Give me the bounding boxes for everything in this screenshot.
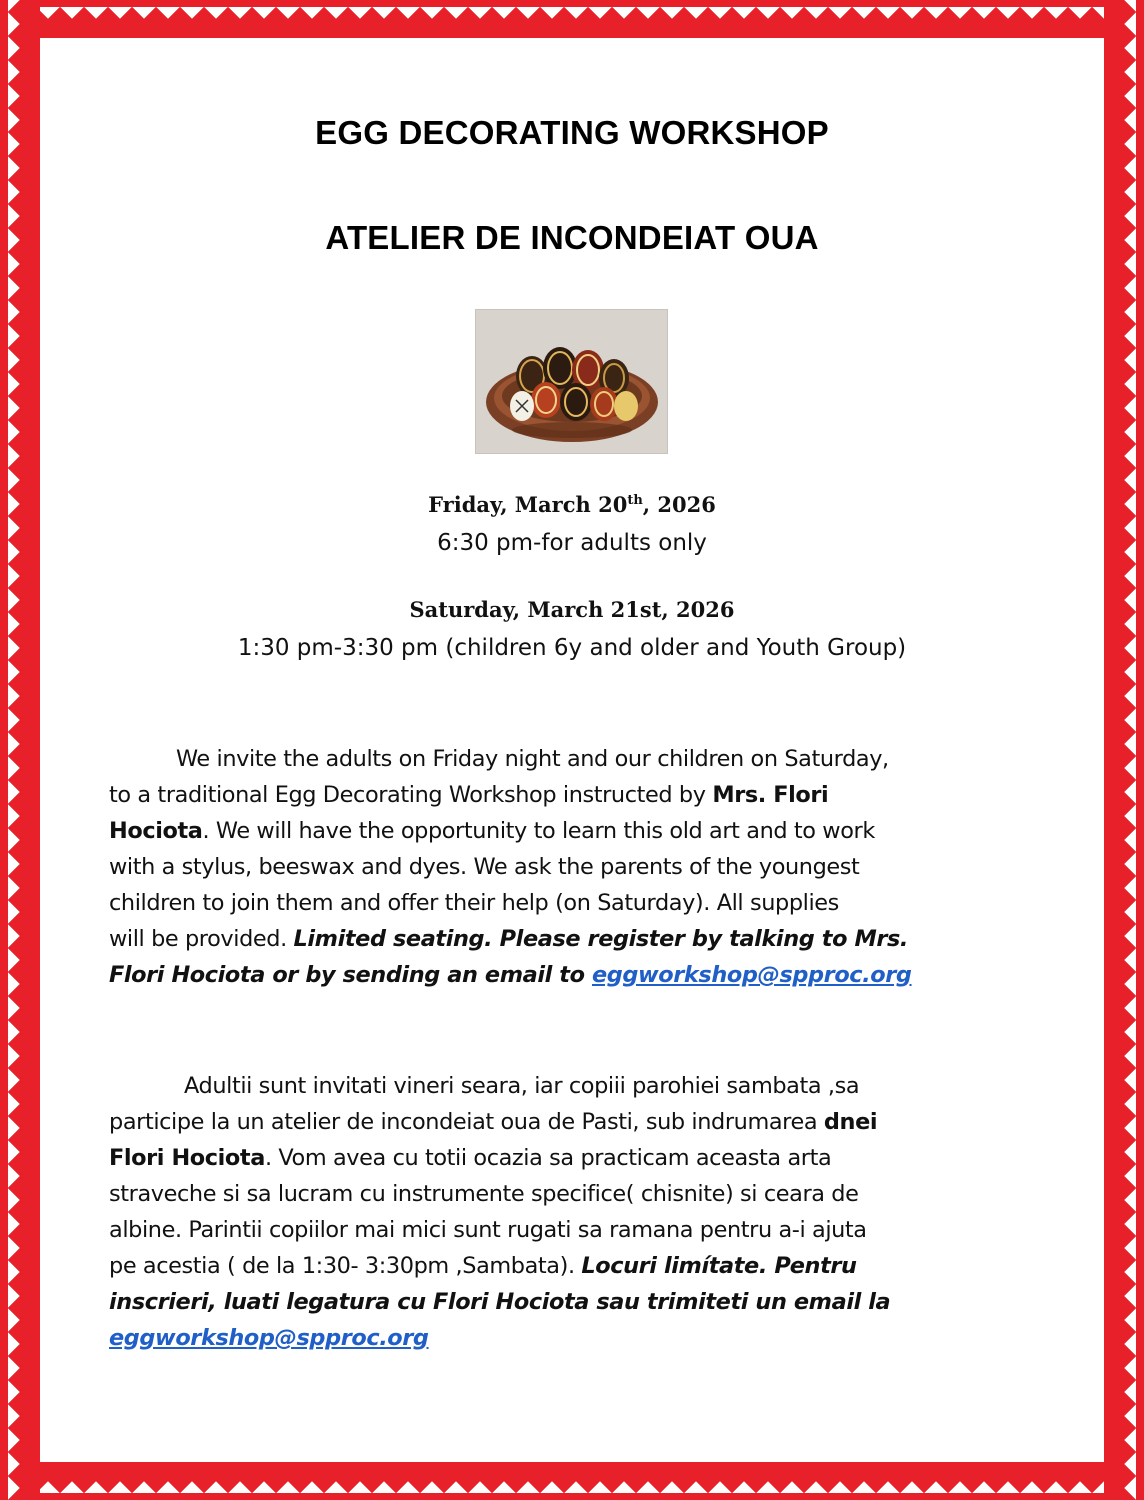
email-link-english[interactable]: eggworkshop@spproc.org (591, 962, 912, 988)
paragraph-line (109, 957, 1039, 993)
text-segment: pe acestia ( de la 1:30- 3:30pm ,Sambata). (109, 1253, 582, 1279)
instructor-title: dnei (823, 1109, 878, 1135)
paragraph-line: Adultii sunt invitati vineri seara, iar copiii parohiei sambata ,sa (184, 1073, 860, 1099)
title-english: EGG DECORATING WORKSHOP (315, 114, 829, 151)
paragraph-line (109, 777, 1039, 813)
paragraph-line (109, 1248, 1039, 1284)
saturday-date: Saturday, March 21st, 2026 (409, 597, 735, 622)
invitation-paragraph-english (109, 741, 1039, 993)
paragraph-line (109, 813, 1039, 849)
decorative-border-bottom (0, 1462, 1144, 1500)
friday-time: 6:30 pm-for adults only (437, 530, 707, 556)
paragraph-line (109, 1320, 1039, 1356)
title-romanian: ATELIER DE INCONDEIAT OUA (325, 219, 819, 256)
paragraph-line (109, 1104, 1039, 1140)
instructor-surname: Hociota (109, 818, 203, 844)
decorative-border-top (0, 0, 1144, 38)
paragraph-line: albine. Parintii copiilor mai mici sunt rugati sa ramana pentru a-i ajuta (109, 1217, 867, 1243)
registration-notice: Flori Hociota or by sending an email to (109, 962, 592, 988)
friday-date-suffix: th (627, 493, 643, 508)
paragraph-line (109, 921, 1039, 957)
instructor-name: Mrs. Flori (712, 782, 829, 808)
invitation-paragraph-romanian (109, 1068, 1039, 1356)
paragraph-line: with a stylus, beeswax and dyes. We ask the parents of the youngest (109, 854, 860, 880)
paragraph-line: inscrieri, luati legatura cu Flori Hociota sau trimiteti un email la (109, 1289, 891, 1315)
instructor-name: Flori Hociota (109, 1145, 265, 1171)
friday-date (0, 492, 1144, 517)
text-segment: will be provided. (109, 926, 294, 952)
limited-seating-notice: Limited seating. Please register by talking to Mrs. (293, 926, 909, 952)
decorated-eggs-photo (475, 309, 668, 454)
text-segment: participe la un atelier de incondeiat oua de Pasti, sub indrumarea (109, 1109, 824, 1135)
limited-seating-notice: Locuri limítate. Pentru (581, 1253, 857, 1279)
text-segment: . Vom avea cu totii ocazia sa practicam aceasta arta (264, 1145, 832, 1171)
paragraph-line: straveche si sa lucram cu instrumente specifice( chisnite) si ceara de (109, 1181, 859, 1207)
text-segment: . We will have the opportunity to learn this old art and to work (202, 818, 875, 844)
paragraph-line (109, 1140, 1039, 1176)
paragraph-line: children to join them and offer their help (on Saturday). All supplies (109, 890, 839, 916)
egg-basket-illustration (476, 310, 667, 453)
friday-date-year: , 2026 (642, 492, 716, 517)
text-segment: to a traditional Egg Decorating Workshop instructed by (109, 782, 713, 808)
paragraph-line: We invite the adults on Friday night and our children on Saturday, (176, 746, 889, 772)
friday-date-main: Friday, March 20 (428, 492, 628, 517)
saturday-time: 1:30 pm-3:30 pm (children 6y and older and Youth Group) (237, 635, 907, 661)
email-link-romanian[interactable]: eggworkshop@spproc.org (109, 1325, 429, 1351)
